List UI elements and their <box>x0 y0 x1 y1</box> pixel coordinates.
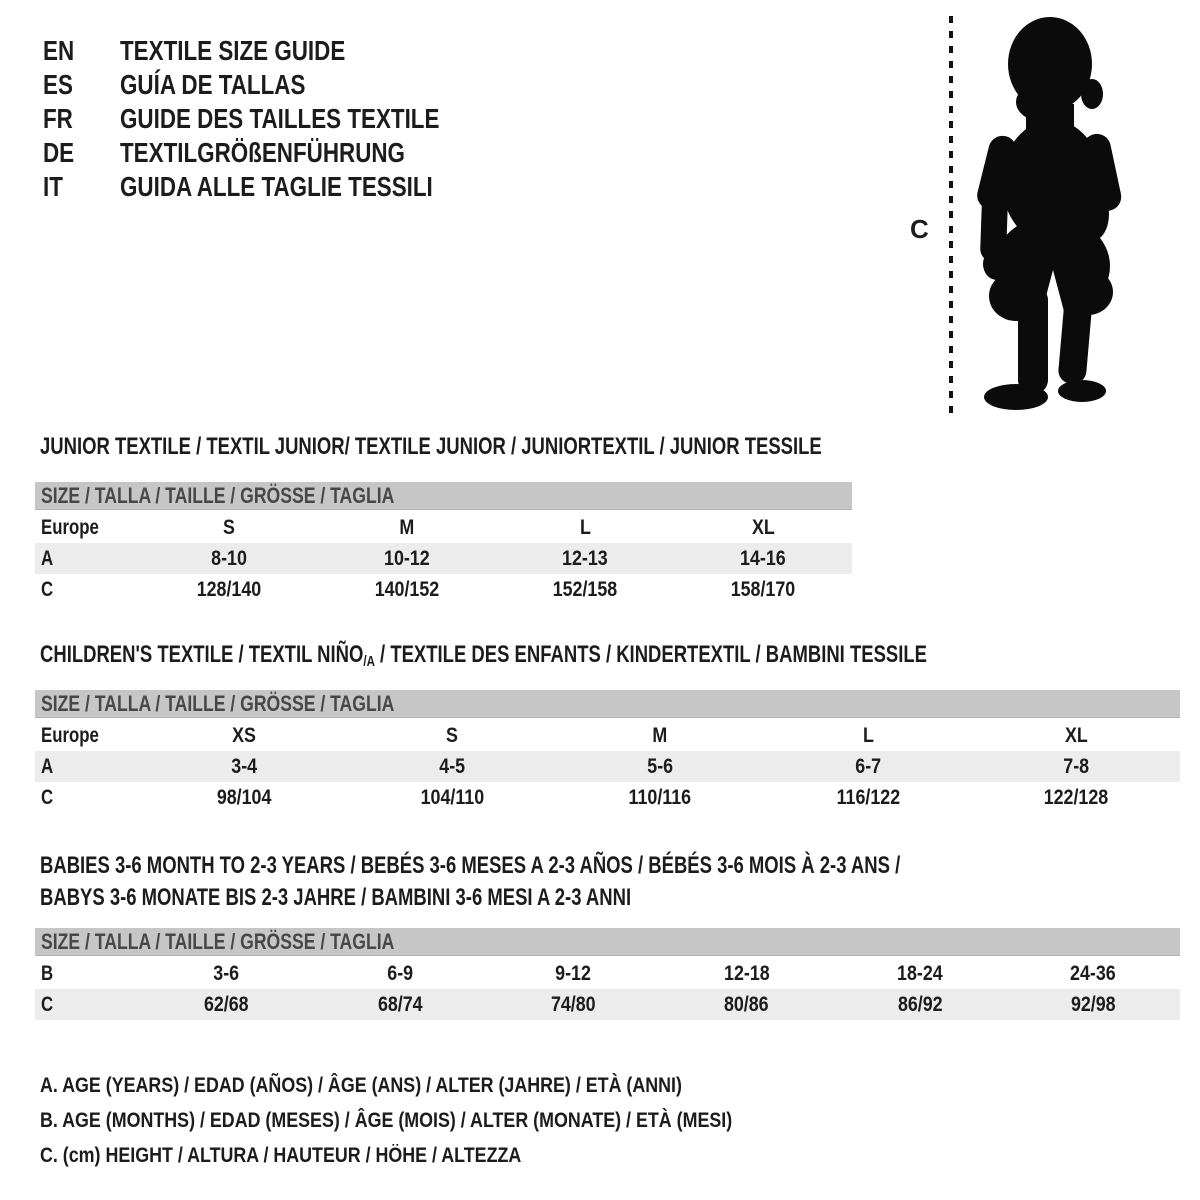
cell-value: 158/170 <box>730 578 796 601</box>
cell-value: 3-6 <box>213 962 240 985</box>
table-row <box>35 720 1180 751</box>
language-title: TEXTILGRÖßENFÜHRUNG <box>120 137 405 168</box>
height-measure-label: C <box>910 214 929 244</box>
children-size-table <box>35 690 1180 813</box>
language-title: GUIDA ALLE TAGLIE TESSILI <box>120 171 433 202</box>
babies-size-table <box>35 928 1180 1020</box>
row-label: C <box>41 578 54 601</box>
cell-value: 14-16 <box>740 547 786 570</box>
footnote-b: B. AGE (MONTHS) / EDAD (MESES) / ÂGE (MOIS) / ALTER (MONATE) / ETÀ (MESI) <box>40 1109 733 1132</box>
table-row <box>35 751 1180 782</box>
language-title: TEXTILE SIZE GUIDE <box>120 35 346 66</box>
cell-value: 8-10 <box>211 547 247 570</box>
language-row <box>43 102 519 136</box>
row-label: A <box>41 755 54 778</box>
table-row <box>35 782 1180 813</box>
cell-value: 152/158 <box>552 578 618 601</box>
cell-value: 110/116 <box>628 786 692 809</box>
table-row <box>35 543 852 574</box>
footnotes <box>40 1068 854 1173</box>
cell-value: M <box>652 724 668 747</box>
cell-value: 80/86 <box>724 993 769 1016</box>
language-row <box>43 68 519 102</box>
language-title: GUÍA DE TALLAS <box>120 69 306 100</box>
cell-value: 18-24 <box>897 962 943 985</box>
row-label: B <box>41 962 54 985</box>
language-row <box>43 34 519 68</box>
language-list <box>43 34 519 204</box>
cell-value: 116/122 <box>836 786 900 809</box>
cell-value: 92/98 <box>1070 993 1116 1016</box>
row-label: C <box>41 993 54 1016</box>
cell-value: 6-9 <box>387 962 413 985</box>
cell-value: XL <box>751 516 775 539</box>
language-row <box>43 136 519 170</box>
junior-section-title: JUNIOR TEXTILE / TEXTIL JUNIOR/ TEXTILE JUNIOR / JUNIORTEXTIL / JUNIOR TESSILE <box>40 433 822 460</box>
table-row <box>35 989 1180 1020</box>
babies-section-title: BABIES 3-6 MONTH TO 2-3 YEARS / BEBÉS 3-6 MESES A 2-3 AÑOS / BÉBÉS 3-6 MOIS À 2-3 ANS / BABYS 3-6 MONATE BIS 2-3 JAHRE / BAMBINI 3-6 MESI A 2-3 ANNI <box>40 852 901 911</box>
language-code: FR <box>43 103 73 134</box>
footnote-a: A. AGE (YEARS) / EDAD (AÑOS) / ÂGE (ANS) / ALTER (JAHRE) / ETÀ (ANNI) <box>40 1074 682 1097</box>
footnote-c: C. (cm) HEIGHT / ALTURA / HAUTEUR / HÖHE / ALTEZZA <box>40 1144 522 1167</box>
cell-value: S <box>223 516 235 539</box>
cell-value: 12-18 <box>723 962 770 985</box>
language-code: EN <box>43 35 75 66</box>
cell-value: 68/74 <box>377 993 423 1016</box>
cell-value: 74/80 <box>550 993 596 1016</box>
cell-value: XL <box>1064 724 1088 747</box>
cell-value: 128/140 <box>196 578 262 601</box>
cell-value: L <box>862 724 874 747</box>
row-label: C <box>41 786 54 809</box>
language-code: ES <box>43 69 73 100</box>
cell-value: 10-12 <box>384 547 430 570</box>
language-code: DE <box>43 137 75 168</box>
language-code: IT <box>43 171 63 202</box>
size-header-bar: SIZE / TALLA / TAILLE / GRÖSSE / TAGLIA <box>35 928 1180 956</box>
row-label: Europe <box>41 724 99 747</box>
language-title: GUIDE DES TAILLES TEXTILE <box>120 103 440 134</box>
cell-value: 122/128 <box>1043 786 1109 809</box>
junior-size-table <box>35 482 852 605</box>
cell-value: 62/68 <box>204 993 249 1016</box>
cell-value: M <box>399 516 415 539</box>
cell-value: 24-36 <box>1070 962 1117 985</box>
cell-value: 3-4 <box>231 755 257 778</box>
cell-value: XS <box>232 724 256 747</box>
cell-value: 98/104 <box>216 786 272 809</box>
cell-value: S <box>446 724 458 747</box>
table-row <box>35 958 1180 989</box>
cell-value: 4-5 <box>439 755 465 778</box>
cell-value: 9-12 <box>555 962 592 985</box>
cell-value: 12-13 <box>562 547 608 570</box>
language-row <box>43 170 519 204</box>
size-header-bar: SIZE / TALLA / TAILLE / GRÖSSE / TAGLIA <box>35 690 1180 718</box>
size-header-bar: SIZE / TALLA / TAILLE / GRÖSSE / TAGLIA <box>35 482 852 510</box>
cell-value: 7-8 <box>1063 755 1089 778</box>
toddler-silhouette <box>974 17 1124 410</box>
cell-value: L <box>579 516 591 539</box>
table-row <box>35 574 852 605</box>
table-row <box>35 512 852 543</box>
cell-value: 86/92 <box>897 993 943 1016</box>
row-label: Europe <box>41 516 99 539</box>
cell-value: 104/110 <box>420 786 484 809</box>
toddler-silhouette-figure <box>938 12 1148 416</box>
cell-value: 6-7 <box>855 755 881 778</box>
row-label: A <box>41 547 54 570</box>
children-section-title: CHILDREN'S TEXTILE / TEXTIL NIÑO/A / TEXTILE DES ENFANTS / KINDERTEXTIL / BAMBINI TESSILE <box>40 641 927 670</box>
cell-value: 140/152 <box>374 578 440 601</box>
cell-value: 5-6 <box>647 755 673 778</box>
